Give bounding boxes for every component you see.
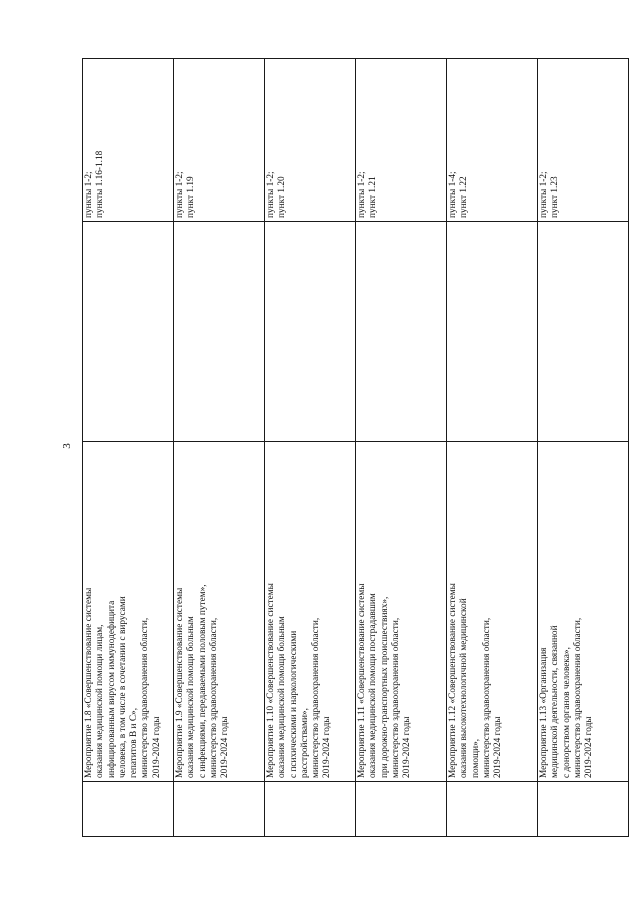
empty-cell-1: [538, 782, 629, 837]
event-text-line: оказания медицинской помощи больным: [277, 616, 288, 778]
empty-cell-3: [83, 222, 174, 442]
empty-cell-3: [265, 222, 356, 442]
event-text-line: Мероприятие 1.9 «Совершенствование системы: [175, 587, 185, 778]
table-row: [447, 59, 538, 837]
empty-cell-1: [356, 782, 447, 837]
event-text-line: министерство здравоохранения области,: [140, 617, 151, 778]
event-text-line: Мероприятие 1.11 «Совершенствование системы: [357, 583, 367, 778]
event-cell: [447, 442, 538, 782]
points-text-line: пункт 1.21: [368, 176, 379, 218]
points-text-line: пункты 1-2;: [175, 171, 185, 218]
points-cell: [265, 59, 356, 222]
empty-cell-1: [447, 782, 538, 837]
empty-cell-3: [447, 222, 538, 442]
event-text-line: министерство здравоохранения области,: [311, 617, 322, 778]
points-text-line: пункт 1.19: [186, 176, 197, 218]
points-cell: [356, 59, 447, 222]
table-row: [265, 59, 356, 837]
points-text-line: пункт 1.23: [550, 176, 561, 218]
points-text-line: пункт 1.20: [277, 176, 288, 218]
empty-cell-3: [356, 222, 447, 442]
event-text-line: оказания высокотехнологичной медицинской: [459, 598, 470, 778]
event-text-line: 2019-2024 годы: [493, 716, 504, 778]
points-text-line: пункты 1-2;: [266, 171, 276, 218]
event-cell: [265, 442, 356, 782]
empty-cell-1: [83, 782, 174, 837]
empty-cell-3: [538, 222, 629, 442]
points-text-line: пункты 1-2;: [357, 171, 367, 218]
event-text-line: помощи»,: [470, 738, 481, 778]
event-cell: [356, 442, 447, 782]
page-number: 3: [61, 443, 73, 449]
empty-cell-1: [174, 782, 265, 837]
program-events-table: [82, 58, 629, 837]
event-cell: [83, 442, 174, 782]
event-cell: [174, 442, 265, 782]
points-text-line: пункты 1-4;: [448, 171, 458, 218]
event-text-line: 2019-2024 годы: [402, 716, 413, 778]
event-text-line: инфицированным вирусом иммунодефицита: [106, 600, 117, 778]
event-text-line: Мероприятие 1.13 «Организация: [539, 647, 549, 778]
event-cell: [538, 442, 629, 782]
event-text-line: расстройствами»,: [299, 708, 310, 778]
points-text-line: пункты 1-2;: [84, 171, 94, 218]
table-row: [83, 59, 174, 837]
event-text-line: оказания медицинской помощи лицам,: [95, 624, 106, 778]
event-text-line: министерство здравоохранения области,: [208, 617, 219, 778]
table-row: [538, 59, 629, 837]
event-text-line: человека, в том числе в сочетании с вирусами: [117, 596, 128, 778]
event-text-line: 2019-2024 годы: [151, 716, 162, 778]
event-text-line: Мероприятие 1.8 «Совершенствование системы: [84, 587, 94, 778]
table-row: [174, 59, 265, 837]
event-text-line: министерство здравоохранения области,: [481, 617, 492, 778]
points-cell: [83, 59, 174, 222]
program-events-table-frame: [82, 59, 617, 837]
event-text-line: с психическими и наркологическими: [288, 630, 299, 778]
event-text-line: гепатитов В и С»,: [129, 707, 140, 778]
event-text-line: 2019-2024 годы: [322, 716, 333, 778]
points-text-line: пункты 1.16-1.18: [95, 150, 106, 218]
event-text-line: оказания медицинской помощи больным: [186, 616, 197, 778]
empty-cell-3: [174, 222, 265, 442]
points-cell: [538, 59, 629, 222]
event-text-line: с инфекциями, передаваемыми половым путем»,: [197, 584, 208, 778]
table-body: [83, 59, 629, 837]
event-text-line: 2019-2024 годы: [220, 716, 231, 778]
points-text-line: пункт 1.22: [459, 176, 470, 218]
event-text-line: оказания медицинской помощи пострадавшим: [368, 593, 379, 778]
points-cell: [447, 59, 538, 222]
event-text-line: медицинской деятельности, связанной: [550, 625, 561, 778]
event-text-line: министерство здравоохранения области,: [572, 617, 583, 778]
points-text-line: пункты 1-2;: [539, 171, 549, 218]
empty-cell-1: [265, 782, 356, 837]
event-text-line: 2019-2024 годы: [584, 716, 595, 778]
points-cell: [174, 59, 265, 222]
table-row: [356, 59, 447, 837]
event-text-line: Мероприятие 1.10 «Совершенствование системы: [266, 583, 276, 778]
event-text-line: с донорством органов человека»,: [561, 647, 572, 778]
event-text-line: министерство здравоохранения области,: [390, 617, 401, 778]
event-text-line: при дорожно-транспортных происшествиях»,: [379, 596, 390, 778]
event-text-line: Мероприятие 1.12 «Совершенствование системы: [448, 583, 458, 778]
